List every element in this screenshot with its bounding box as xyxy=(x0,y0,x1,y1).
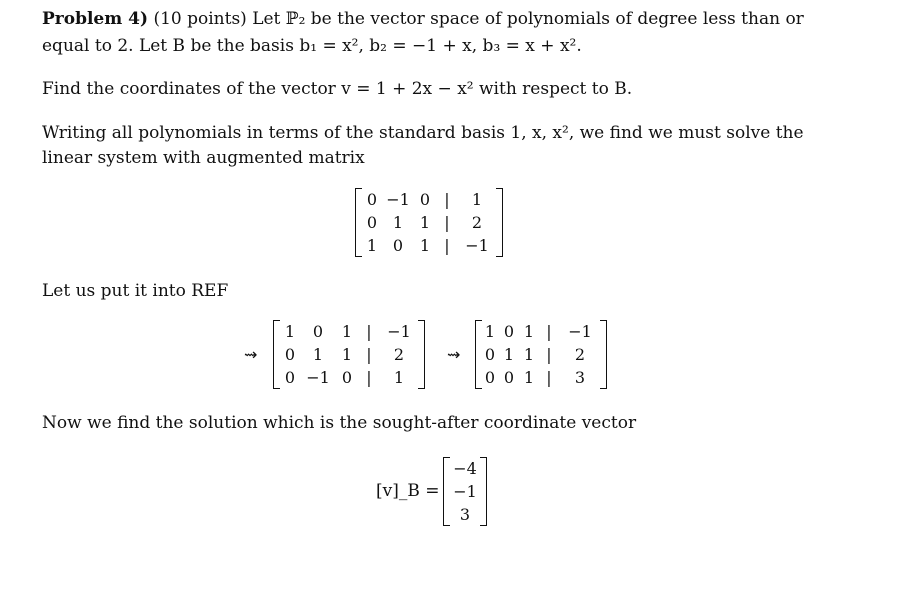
matrix-entry: 0 xyxy=(484,345,496,364)
augment-separator: | xyxy=(546,368,552,387)
augment-separator: | xyxy=(444,213,450,232)
vector-left-bracket xyxy=(443,457,450,526)
vector-entry: 3 xyxy=(459,505,471,524)
matrix-entry: 0 xyxy=(503,322,515,341)
matrix-entry: 1 xyxy=(366,236,378,255)
augment-separator: | xyxy=(546,322,552,341)
matrix-entry: 1 xyxy=(484,322,496,341)
matrix-entry: 1 xyxy=(419,213,431,232)
matrix-entry: 0 xyxy=(503,368,515,387)
intro-line-2: linear system with augmented matrix xyxy=(42,148,365,168)
matrix-entry: 0 xyxy=(284,345,296,364)
matrix-entry: 1 xyxy=(523,368,535,387)
matrix-entry: 0 xyxy=(366,190,378,209)
augment-separator: | xyxy=(366,322,372,341)
solution-text: Now we find the solution which is the sought-after coordinate vector xyxy=(42,413,637,433)
matrix-entry: 1 xyxy=(523,322,535,341)
matrix-entry: 1 xyxy=(393,368,405,387)
matrix-entry: −1 xyxy=(465,236,489,255)
matrix-entry: 2 xyxy=(393,345,405,364)
matrix-entry: −1 xyxy=(568,322,592,341)
coordinate-vector-label-text: [v]_B = xyxy=(376,481,440,501)
matrix-entry: 1 xyxy=(341,345,353,364)
matrix-entry: 1 xyxy=(523,345,535,364)
matrix-entry: −1 xyxy=(386,190,410,209)
squiggle-arrow-icon: ⇝ xyxy=(244,345,258,364)
matrix-entry: 1 xyxy=(419,236,431,255)
matrix-entry: 3 xyxy=(574,368,586,387)
intro-line-1: Writing all polynomials in terms of the standard basis 1, x, x², we find we must solve the xyxy=(42,123,804,143)
squiggle-arrow-icon: ⇝ xyxy=(447,345,461,364)
augment-separator: | xyxy=(366,368,372,387)
vector-right-bracket xyxy=(480,457,487,526)
problem-points: (10 points) xyxy=(153,9,247,29)
augment-separator: | xyxy=(546,345,552,364)
matrix-entry: 0 xyxy=(312,322,324,341)
problem-line-1-rest: Let ℙ₂ be the vector space of polynomials of degree less than or xyxy=(252,9,804,29)
matrix-right-bracket xyxy=(600,320,607,389)
coordinate-vector xyxy=(443,457,487,526)
problem-line-1 xyxy=(42,7,804,31)
matrix-entry: −1 xyxy=(306,368,330,387)
matrix-entry: 0 xyxy=(392,236,404,255)
matrix-entry: 0 xyxy=(484,368,496,387)
coordinate-vector-label xyxy=(376,481,440,501)
vector-entry: −4 xyxy=(453,459,477,478)
matrix-entry: 1 xyxy=(392,213,404,232)
matrix-left-bracket xyxy=(273,320,280,389)
matrix-entry: 0 xyxy=(366,213,378,232)
matrix-entry: 1 xyxy=(341,322,353,341)
vector-entry: −1 xyxy=(453,482,477,501)
augmented-matrix xyxy=(355,188,503,257)
matrix-left-bracket xyxy=(355,188,362,257)
matrix-right-bracket xyxy=(496,188,503,257)
problem-line-2: equal to 2. Let B be the basis b₁ = x², b₂ = −1 + x, b₃ = x + x². xyxy=(42,36,582,56)
augment-separator: | xyxy=(444,236,450,255)
matrix-entry: 0 xyxy=(284,368,296,387)
matrix-entry: 1 xyxy=(312,345,324,364)
augment-separator: | xyxy=(444,190,450,209)
matrix-entry: −1 xyxy=(387,322,411,341)
matrix-entry: 0 xyxy=(341,368,353,387)
augment-separator: | xyxy=(366,345,372,364)
matrix-entry: 2 xyxy=(574,345,586,364)
matrix-entry: 2 xyxy=(471,213,483,232)
matrix-entry: 0 xyxy=(419,190,431,209)
matrix-step-2-ref xyxy=(475,320,607,389)
matrix-entry: 1 xyxy=(284,322,296,341)
ref-text: Let us put it into REF xyxy=(42,281,229,301)
matrix-entry: 1 xyxy=(471,190,483,209)
matrix-entry: 1 xyxy=(503,345,515,364)
matrix-left-bracket xyxy=(475,320,482,389)
problem-label: Problem 4) xyxy=(42,9,149,29)
matrix-right-bracket xyxy=(418,320,425,389)
matrix-step-1 xyxy=(273,320,425,389)
question-text: Find the coordinates of the vector v = 1 + 2x − x² with respect to B. xyxy=(42,79,633,99)
